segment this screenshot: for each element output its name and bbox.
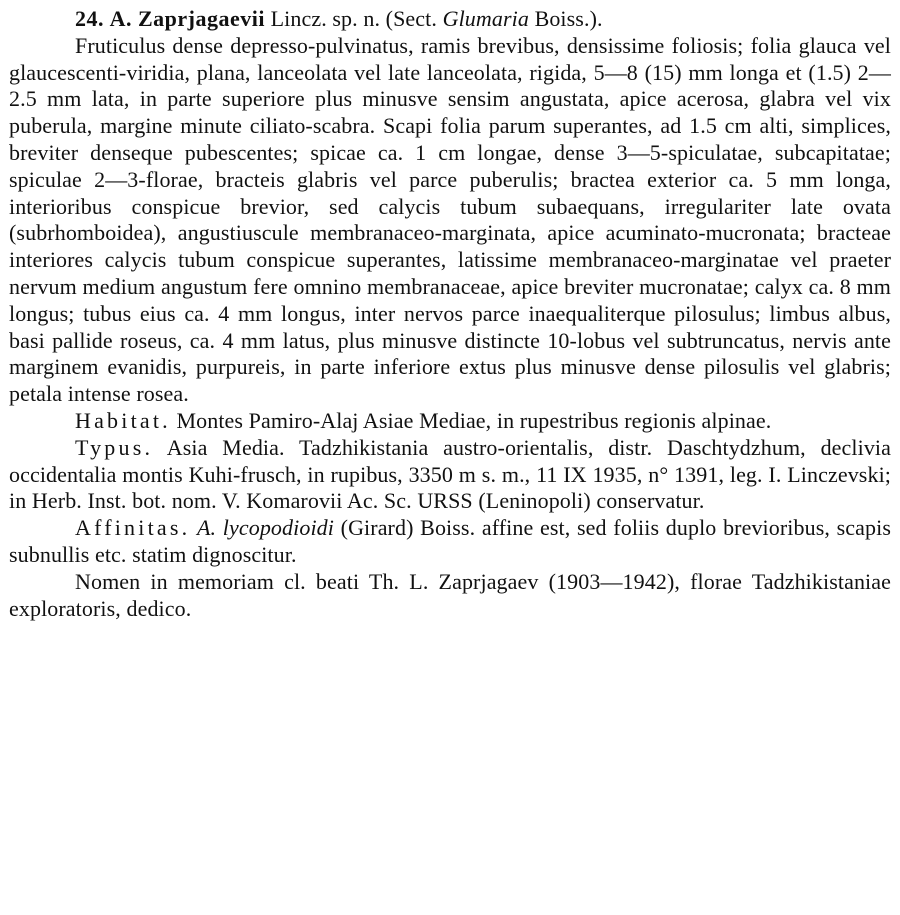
typus-label: Typus. — [75, 434, 154, 460]
species-number: 24. — [75, 6, 104, 31]
habitat-label: Habitat. — [75, 407, 171, 433]
dedication-paragraph: Nomen in memoriam cl. beati Th. L. Zaprjagaev (1903—1942), florae Tadzhikistaniae exploratoris, dedico. — [9, 568, 891, 621]
species-heading — [9, 6, 891, 33]
habitat-paragraph — [9, 408, 891, 435]
typus-text: Asia Media. Tadzhikistania austro-orientalis, distr. Daschtydzhum, declivia occidentalia montis Kuhi-frusch, in rupibus, 3350 m s. m., 11 IX 1935, n° 1391, leg. I. Linczevski; in Herb. Inst. bot. nom. V. Komarovii Ac. Sc. URSS (Leninopoli) conservatur. — [9, 434, 892, 514]
affinitas-text: (Girard) Boiss. affine est, sed foliis duplo brevioribus, scapis subnullis etc. statim dignoscitur. — [9, 515, 891, 567]
document-page — [9, 6, 891, 622]
section-author: Boiss.). — [534, 6, 603, 31]
affinitas-label: Affinitas. — [75, 515, 191, 541]
affinitas-species: A. lycopodioidi — [196, 515, 334, 541]
description-paragraph: Fruticulus dense depresso-pulvinatus, ramis brevibus, densissime foliosis; folia glauca vel glaucescenti-viridia, plana, lanceolata vel late lanceolata, rigida, 5—8 (15) mm longa et (1.5) 2—2.5 mm lata, in parte superiore plus minusve sensim angustata, apice acerosa, glabra vel vix puberula, margine minute ciliato-scabra. Scapi folia parum superantes, ad 1.5 cm alti, simplices, breviter denseque pubescentes; spicae ca. 1 cm longae, dense 3—5-spiculatae, subcapitatae; spiculae 2—3-florae, bracteis glabris vel parce puberulis; bractea exterior ca. 5 mm longa, interioribus conspicue brevior, sed calycis tubum subaequans, irregulariter late ovata (subrhomboidea), angustiuscule membranaceo-marginata, apice acuminato-mucronata; bracteae interiores calycis tubum conspicue superantes, latissime membranaceo-marginatae vel praeter nervum medium angustum fere omnino membranaceae, apice breviter mucronatae; calyx ca. 8 mm longus; tubus eius ca. 4 mm longus, inter nervos parce inaequaliterque pilosulus; limbus albus, basi pallide roseus, ca. 4 mm latus, plus minusve distincte 10-lobus vel subtruncatus, nervis ante marginem evanidis, purpureis, in parte inferiore extus plus minusve dense pilosulis vel glabris; petala intense rosea. — [9, 32, 891, 407]
affinitas-paragraph — [9, 515, 891, 569]
typus-paragraph — [9, 435, 891, 515]
species-author-rank: Lincz. sp. n. (Sect. — [270, 6, 437, 31]
section-name: Glumaria — [442, 6, 529, 31]
species-name: A. Zaprjagaevii — [109, 6, 265, 31]
habitat-text: Montes Pamiro-Alaj Asiae Mediae, in rupestribus regionis alpinae. — [176, 407, 772, 433]
